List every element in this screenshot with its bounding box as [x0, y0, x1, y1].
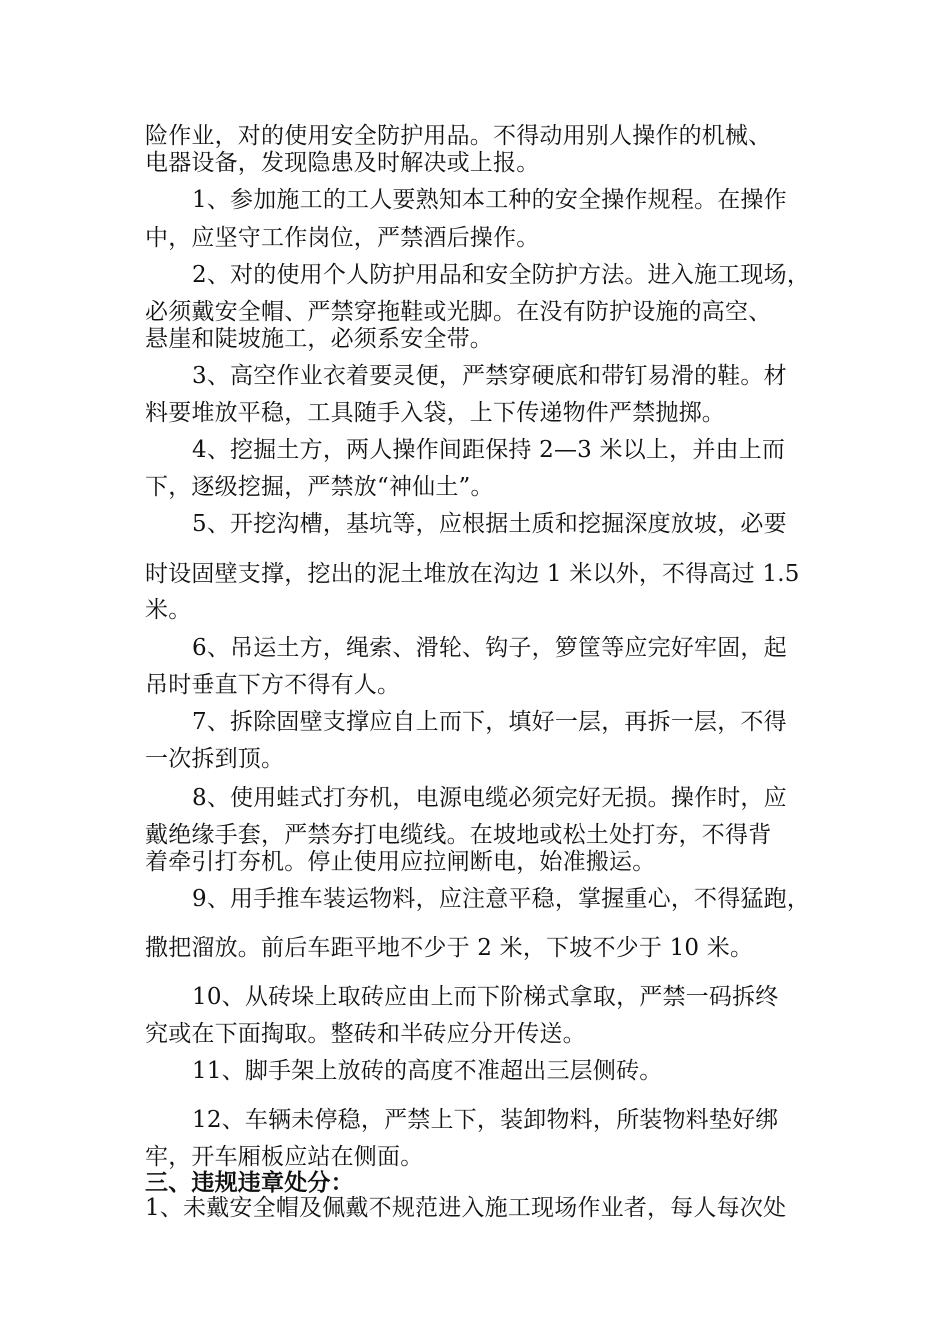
text-line: 险作业，对的使用安全防护用品。不得动用别人操作的机械、: [145, 123, 772, 149]
text-line: 电器设备，发现隐患及时解决或上报。: [145, 150, 540, 176]
text-line: 2、对的使用个人防护用品和安全防护方法。进入施工现场，: [192, 262, 811, 288]
text-line: 5、开挖沟槽，基坑等，应根据土质和挖掘深度放坡，必要: [192, 511, 787, 537]
text-line: 9、用手推车装运物料，应注意平稳，掌握重心，不得猛跑，: [192, 886, 811, 912]
text-line: 10、从砖垛上取砖应由上而下阶梯式拿取，严禁一码拆终: [192, 984, 779, 1010]
text-line: 必须戴安全帽、严禁穿拖鞋或光脚。在没有防护设施的高空、: [145, 299, 772, 325]
text-line: 下，逐级挖掘，严禁放“神仙土”。: [145, 474, 494, 500]
text-line: 11、脚手架上放砖的高度不准超出三层侧砖。: [192, 1058, 663, 1084]
text-line: 6、吊运土方，绳索、滑轮、钩子，箩筐等应完好牢固，起: [192, 635, 787, 661]
text-line: 一次拆到顶。: [145, 746, 285, 772]
text-line: 8、使用蛙式打夯机，电源电缆必须完好无损。操作时，应: [192, 785, 787, 811]
text-line: 米。: [145, 597, 192, 623]
section-heading: 三、违规违章处分：: [145, 1169, 354, 1196]
text-line: 戴绝缘手套，严禁夯打电缆线。在坡地或松土处打夯，不得背: [145, 822, 772, 848]
text-line: 3、高空作业衣着要灵便，严禁穿硬底和带钉易滑的鞋。材: [192, 363, 787, 389]
text-line: 牢，开车厢板应站在侧面。: [145, 1144, 424, 1170]
text-line: 悬崖和陡坡施工，必须系安全带。: [145, 326, 493, 352]
text-line: 中，应坚守工作岗位，严禁酒后操作。: [145, 225, 540, 251]
text-line: 料要堆放平稳，工具随手入袋，上下传递物件严禁抛掷。: [145, 400, 725, 426]
text-line: 着牵引打夯机。停止使用应拉闸断电，始准搬运。: [145, 849, 656, 875]
text-line: 究或在下面掏取。整砖和半砖应分开传送。: [145, 1021, 586, 1047]
text-line: 吊时垂直下方不得有人。: [145, 672, 401, 698]
text-line: 1、参加施工的工人要熟知本工种的安全操作规程。在操作: [192, 187, 787, 213]
text-line: 4、挖掘土方，两人操作间距保持 2—3 米以上，并由上而: [192, 437, 786, 463]
text-line: 撒把溜放。前后车距平地不少于 2 米，下坡不少于 10 米。: [145, 935, 754, 961]
text-line: 7、拆除固壁支撑应自上而下，填好一层，再拆一层，不得: [192, 709, 787, 735]
text-line: 时设固壁支撑，挖出的泥土堆放在沟边 1 米以外，不得高过 1.5: [145, 561, 800, 587]
text-line: 1、未戴安全帽及佩戴不规范进入施工现场作业者，每人每次处: [145, 1195, 787, 1221]
text-line: 12、车辆未停稳，严禁上下，装卸物料，所装物料垫好绑: [192, 1107, 779, 1133]
